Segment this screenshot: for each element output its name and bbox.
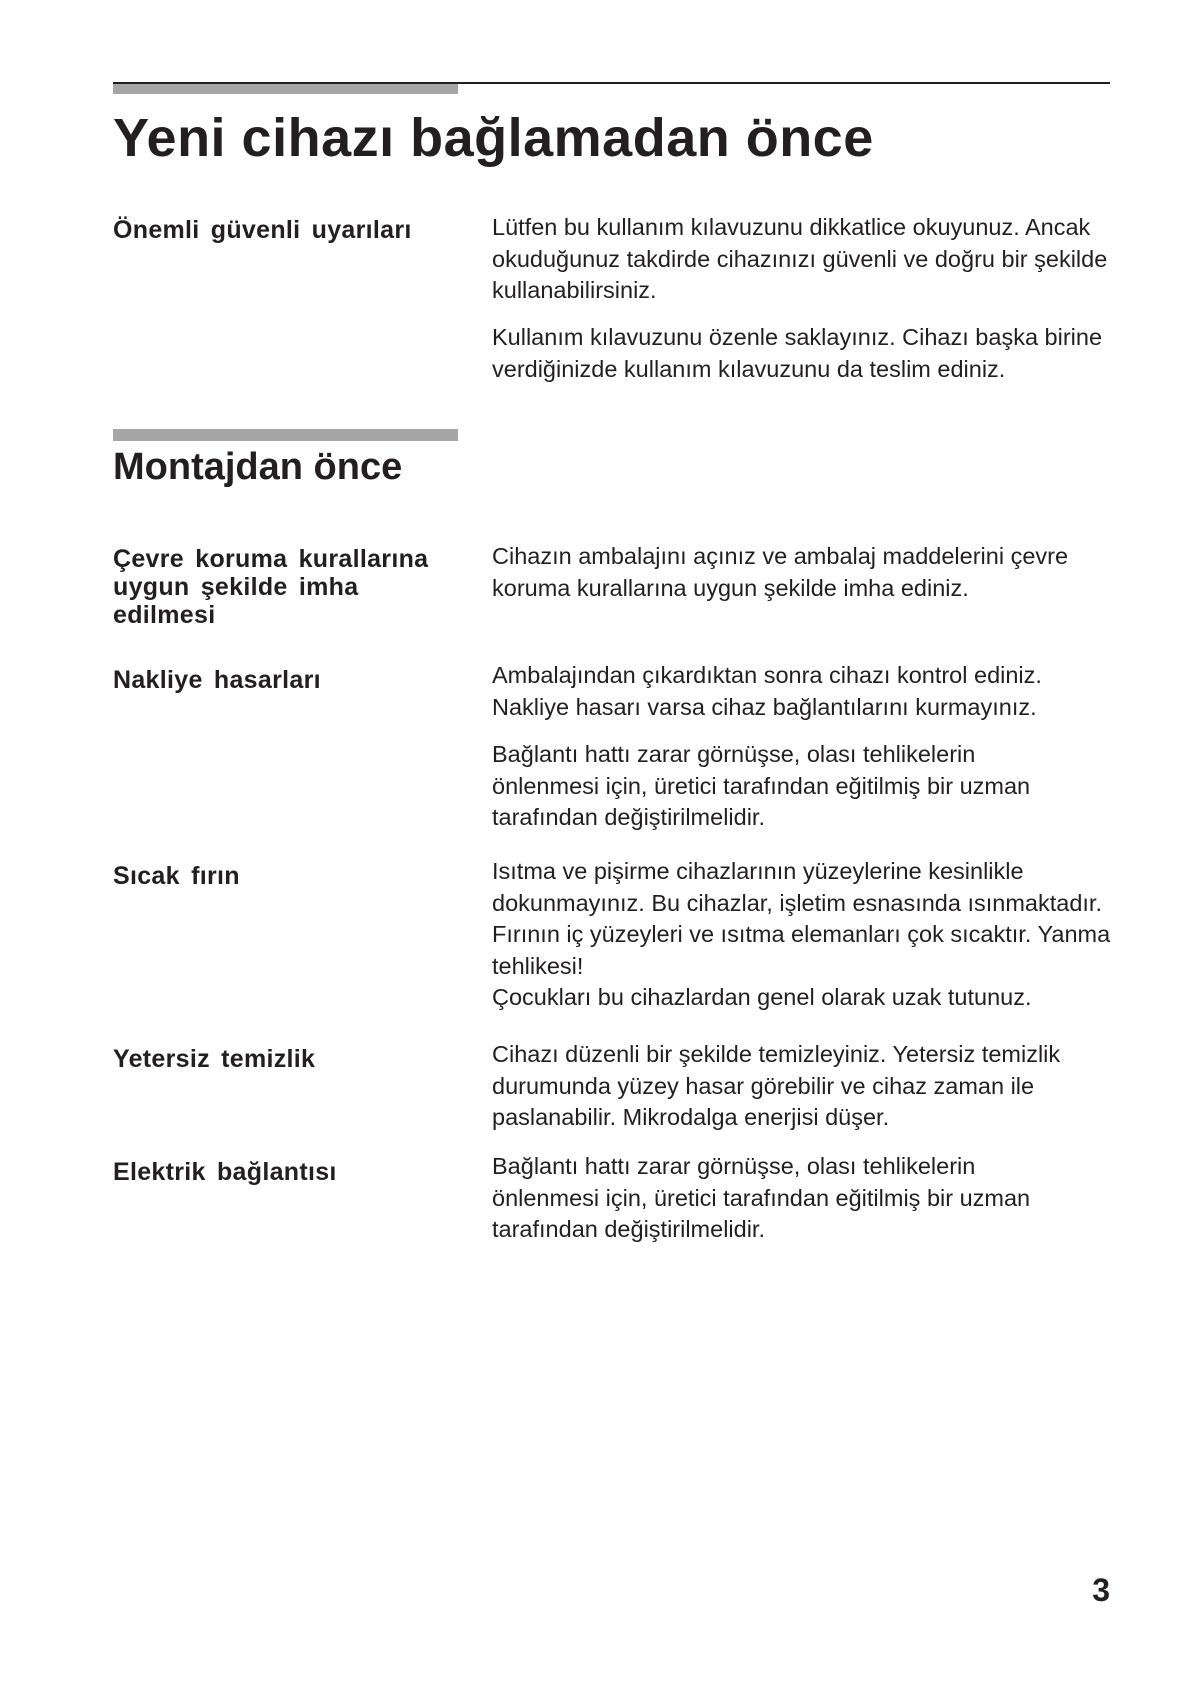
item-text-hot-oven-1: Isıtma ve pişirme cihazlarının yüzeylerine kesinlikle dokunmayınız. Bu cihazlar, işletim esnasında ısınmaktadır. Fırının iç yüzeyleri ve ısıtma elemanları çok sıcaktır. Yanma tehlikesi! [492,858,1111,979]
item-label-electrical: Elektrik bağlantısı [113,1158,337,1186]
item-label-transport-damage: Nakliye hasarları [113,666,321,694]
item-text-electrical: Bağlantı hattı zarar görnüşse, olası tehlikelerin önlenmesi için, üretici tarafından eğitilmiş bir uzman tarafından değiştirilmelidir. [492,1153,1031,1242]
item-text-transport-damage-1: Ambalajından çıkardıktan sonra cihazı kontrol ediniz. Nakliye hasarı varsa cihaz bağlantılarını kurmayınız. [492,662,1042,720]
section-title: Montajdan önce [113,446,403,488]
item-text-environment: Cihazın ambalajını açınız ve ambalaj maddelerini çevre koruma kurallarına uygun şekilde imha ediniz. [492,543,1069,601]
item-text-cleaning: Cihazı düzenli bir şekilde temizleyiniz. Yetersiz temizlik durumunda yüzey hasar görebilir ve cihaz zaman ile paslanabilir. Mikrodalga enerjisi düşer. [492,1041,1061,1130]
item-label-hot-oven: Sıcak fırın [113,862,240,890]
safety-label: Önemli güvenli uyarıları [113,216,412,244]
page-title: Yeni cihazı bağlamadan önce [113,108,874,168]
safety-paragraph-2: Kullanım kılavuzunu özenle saklayınız. Cihazı başka birine verdiğinizde kullanım kılavuzunu da teslim ediniz. [492,324,1103,382]
item-text-transport-damage-2: Bağlantı hattı zarar görnüşse, olası tehlikelerin önlenmesi için, üretici tarafından eğitilmiş bir uzman tarafından değiştirilmelidir. [492,741,1031,830]
header-rule [113,82,1110,84]
section-grey-bar [113,429,458,441]
item-text-hot-oven-2: Çocukları bu cihazlardan genel olarak uzak tutunuz. [492,984,1032,1010]
safety-paragraph-1: Lütfen bu kullanım kılavuzunu dikkatlice okuyunuz. Ancak okuduğunuz takdirde cihazınızı güvenli ve doğru bir şekilde kullanabilirsiniz. [492,214,1108,303]
item-label-cleaning: Yetersiz temizlik [113,1045,316,1073]
item-label-environment: Çevre koruma kurallarına uygun şekilde imha edilmesi [113,545,429,629]
page-number: 3 [1092,1572,1110,1608]
